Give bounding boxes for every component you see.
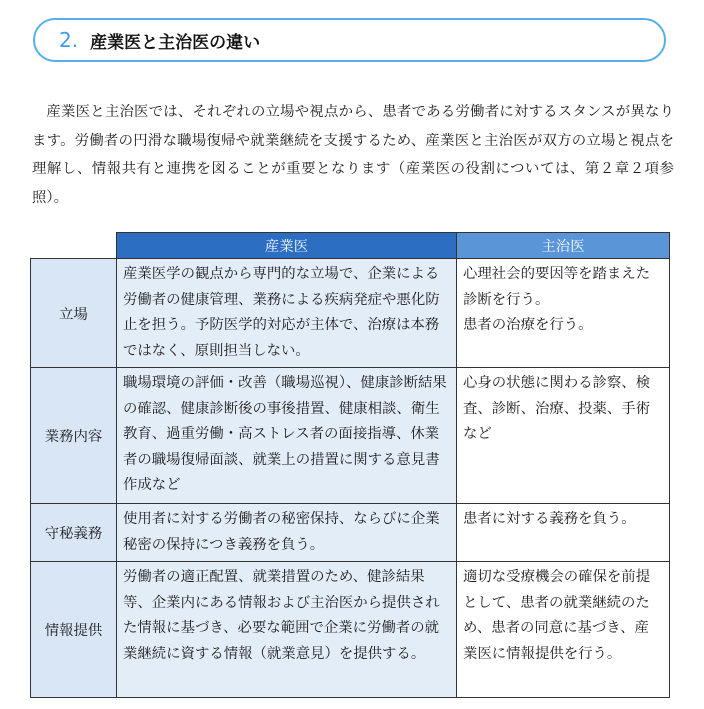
intro-paragraph: 産業医と主治医では、それぞれの立場や視点から、患者である労働者に対するスタンスが異なります。労働者の円滑な職場復帰や就業継続を支援するため、産業医と主治医が双方の立場と視点を理解し、情報共有と連携を図ることが重要となります（産業医の役割については、第２章２項参照）。 [32, 104, 674, 206]
section-title: 産業医と主治医の違い [90, 32, 261, 53]
row-label: 情報提供 [31, 562, 117, 698]
sangyoi-cell: 使用者に対する労働者の秘密保持、ならびに企業秘密の保持につき義務を負う。 [117, 504, 457, 562]
table-corner [31, 233, 117, 259]
sangyoi-cell: 産業医学の観点から専門的な立場で、企業による労働者の健康管理、業務による疾病発症や悪化防止を担う。予防医学的対応が主体で、治療は本務ではなく、原則担当しない。 [117, 259, 457, 368]
table-row [31, 368, 670, 504]
sangyoi-cell: 職場環境の評価・改善（職場巡視）、健康診断結果の確認、健康診断後の事後措置、健康相談、衛生教育、過重労働・高ストレス者の面接指導、休業者の職場復帰面談、就業上の措置に関する意見書作成など [117, 368, 457, 504]
section-number: 2. [59, 28, 79, 52]
shujii-cell: 適切な受療機会の確保を前提として、患者の就業継続のため、患者の同意に基づき、産業医に情報提供を行う。 [457, 562, 670, 698]
table-row [31, 504, 670, 562]
table-row [31, 259, 670, 368]
header-sangyoi: 産業医 [117, 233, 457, 259]
row-label: 業務内容 [31, 368, 117, 504]
shujii-text: 心理社会的要因等を踏まえた診断を行う。 患者の治療を行う。 [463, 266, 651, 333]
header-shujii: 主治医 [457, 233, 670, 259]
table-row [31, 562, 670, 698]
row-label: 立場 [31, 259, 117, 368]
section-heading [33, 18, 666, 62]
row-label: 守秘義務 [31, 504, 117, 562]
shujii-cell: 心身の状態に関わる診察、検査、診断、治療、投薬、手術など [457, 368, 670, 504]
shujii-cell: 患者に対する義務を負う。 [457, 504, 670, 562]
shujii-cell [457, 259, 670, 368]
sangyoi-cell: 労働者の適正配置、就業措置のため、健診結果等、企業内にある情報および主治医から提供された情報に基づき、必要な範囲で企業に労働者の就業継続に資する情報（就業意見）を提供する。 [117, 562, 457, 698]
comparison-table [30, 232, 670, 698]
